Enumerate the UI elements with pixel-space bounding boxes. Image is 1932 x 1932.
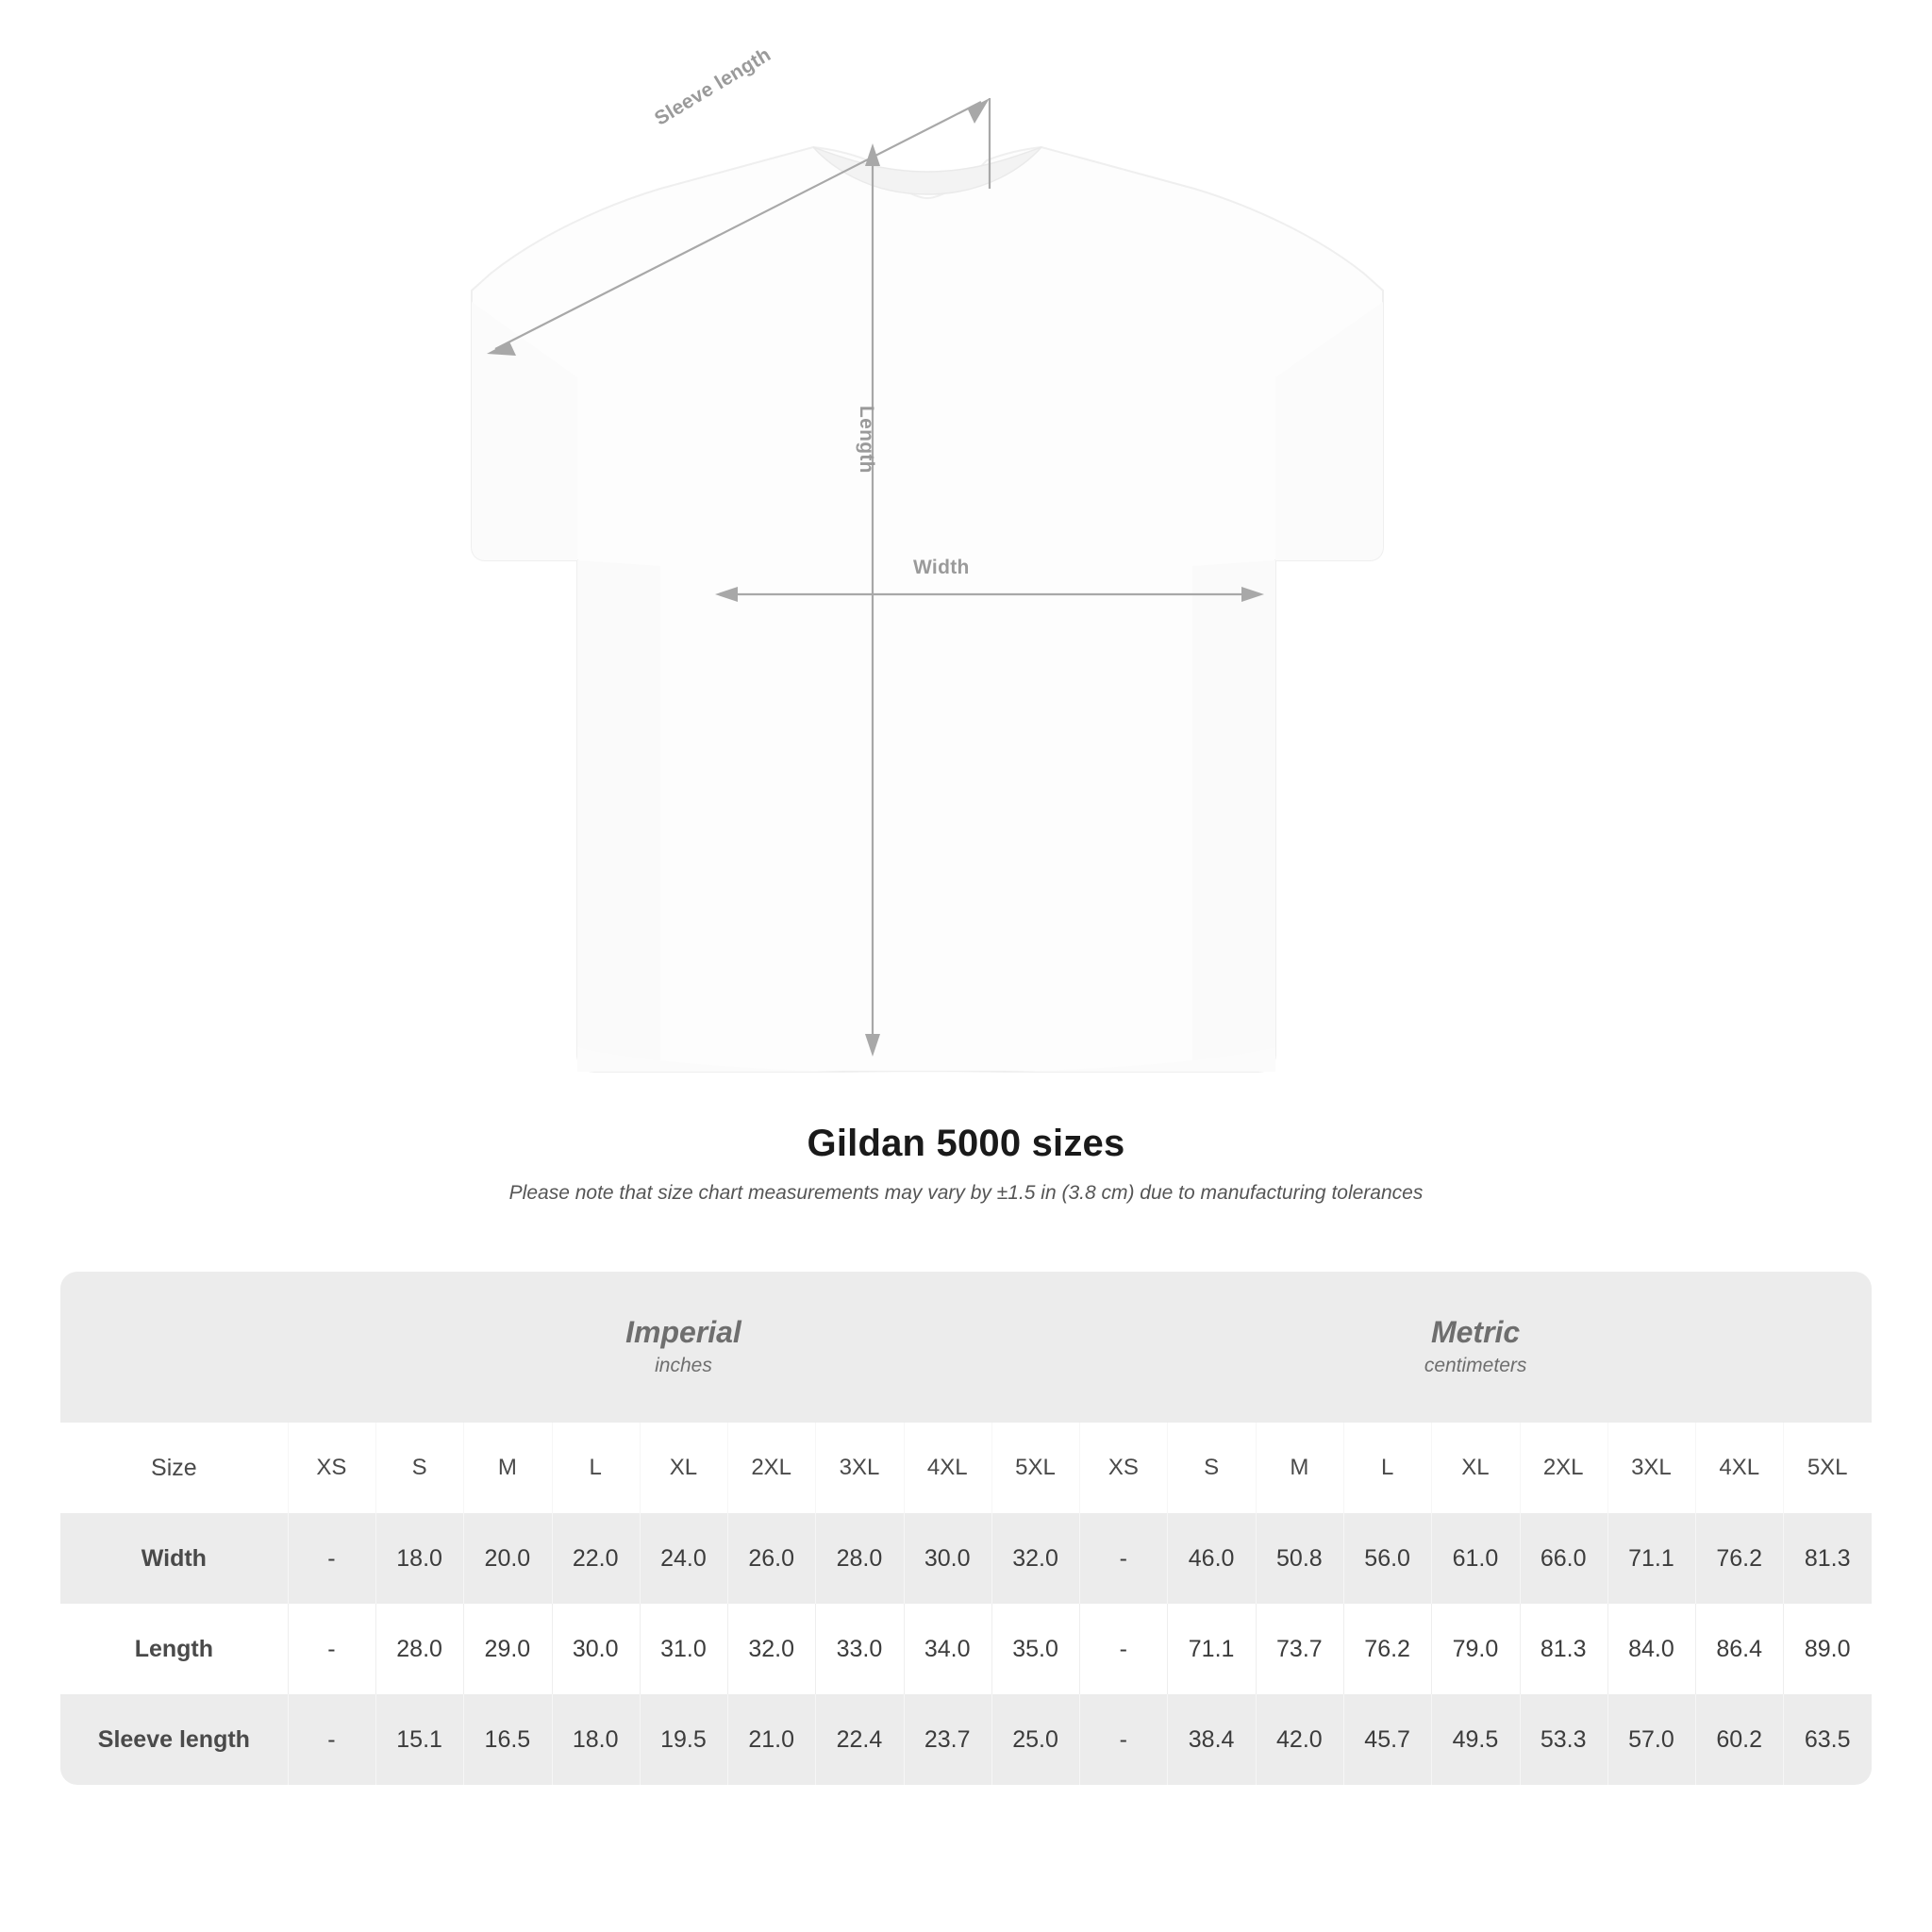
length-dimension-label: Length <box>856 406 877 474</box>
imperial-unit-sub: inches <box>655 1355 712 1377</box>
cell-length-metric-4xl: 86.4 <box>1695 1604 1783 1694</box>
size-table <box>60 1272 1872 1785</box>
cell-width-metric-l: 56.0 <box>1343 1513 1431 1604</box>
cell-sleeve-metric-m: 42.0 <box>1256 1694 1343 1785</box>
cell-sleeve-metric-3xl: 57.0 <box>1607 1694 1695 1785</box>
size-header-imperial-xs: XS <box>288 1423 375 1513</box>
size-header-metric-5xl: 5XL <box>1783 1423 1872 1513</box>
cell-sleeve-imperial-l: 18.0 <box>552 1694 640 1785</box>
tshirt-shape <box>472 147 1383 1073</box>
cell-length-metric-5xl: 89.0 <box>1783 1604 1872 1694</box>
size-header-metric-4xl: 4XL <box>1695 1423 1783 1513</box>
cell-width-metric-xl: 61.0 <box>1431 1513 1519 1604</box>
size-header-metric-2xl: 2XL <box>1520 1423 1607 1513</box>
cell-width-imperial-3xl: 28.0 <box>815 1513 903 1604</box>
width-dimension-label: Width <box>913 557 970 578</box>
size-table-wrapper <box>60 1272 1872 1785</box>
cell-length-imperial-2xl: 32.0 <box>727 1604 815 1694</box>
cell-width-metric-2xl: 66.0 <box>1520 1513 1607 1604</box>
size-header-metric-s: S <box>1167 1423 1255 1513</box>
cell-length-imperial-s: 28.0 <box>375 1604 463 1694</box>
cell-sleeve-imperial-4xl: 23.7 <box>904 1694 991 1785</box>
cell-width-imperial-l: 22.0 <box>552 1513 640 1604</box>
cell-length-imperial-m: 29.0 <box>463 1604 551 1694</box>
size-header-metric-xl: XL <box>1431 1423 1519 1513</box>
size-header-row <box>60 1423 1872 1513</box>
cell-width-metric-s: 46.0 <box>1167 1513 1255 1604</box>
size-header-imperial-m: M <box>463 1423 551 1513</box>
size-header-imperial-2xl: 2XL <box>727 1423 815 1513</box>
cell-sleeve-metric-l: 45.7 <box>1343 1694 1431 1785</box>
unit-header-row <box>60 1272 1872 1423</box>
cell-sleeve-metric-xl: 49.5 <box>1431 1694 1519 1785</box>
cell-sleeve-imperial-5xl: 25.0 <box>991 1694 1079 1785</box>
cell-sleeve-metric-5xl: 63.5 <box>1783 1694 1872 1785</box>
cell-width-metric-5xl: 81.3 <box>1783 1513 1872 1604</box>
table-row <box>60 1513 1872 1604</box>
cell-width-metric-4xl: 76.2 <box>1695 1513 1783 1604</box>
size-header-imperial-4xl: 4XL <box>904 1423 991 1513</box>
cell-length-metric-3xl: 84.0 <box>1607 1604 1695 1694</box>
cell-width-metric-3xl: 71.1 <box>1607 1513 1695 1604</box>
cell-length-imperial-xs: - <box>288 1604 375 1694</box>
size-header-imperial-3xl: 3XL <box>815 1423 903 1513</box>
cell-sleeve-imperial-m: 16.5 <box>463 1694 551 1785</box>
cell-length-imperial-3xl: 33.0 <box>815 1604 903 1694</box>
cell-length-imperial-4xl: 34.0 <box>904 1604 991 1694</box>
cell-width-imperial-4xl: 30.0 <box>904 1513 991 1604</box>
cell-length-imperial-5xl: 35.0 <box>991 1604 1079 1694</box>
cell-sleeve-imperial-3xl: 22.4 <box>815 1694 903 1785</box>
cell-length-metric-2xl: 81.3 <box>1520 1604 1607 1694</box>
cell-width-imperial-5xl: 32.0 <box>991 1513 1079 1604</box>
tolerance-note: Please note that size chart measurements may vary by ±1.5 in (3.8 cm) due to manufacturing tolerances <box>508 1182 1424 1204</box>
sleeve-length-dimension-label: Sleeve length <box>651 43 775 130</box>
page-title: Gildan 5000 sizes <box>807 1123 1125 1164</box>
row-label-sleeve-length: Sleeve length <box>60 1694 288 1785</box>
size-header-imperial-s: S <box>375 1423 463 1513</box>
cell-length-imperial-l: 30.0 <box>552 1604 640 1694</box>
metric-unit-name: Metric <box>1430 1315 1521 1350</box>
cell-width-imperial-s: 18.0 <box>375 1513 463 1604</box>
row-label-length: Length <box>60 1604 288 1694</box>
table-row <box>60 1694 1872 1785</box>
metric-unit-sub: centimeters <box>1424 1355 1527 1377</box>
cell-width-imperial-2xl: 26.0 <box>727 1513 815 1604</box>
row-label-width: Width <box>60 1513 288 1604</box>
cell-sleeve-imperial-2xl: 21.0 <box>727 1694 815 1785</box>
cell-length-metric-xs: - <box>1079 1604 1167 1694</box>
cell-length-metric-xl: 79.0 <box>1431 1604 1519 1694</box>
table-row <box>60 1604 1872 1694</box>
cell-width-imperial-m: 20.0 <box>463 1513 551 1604</box>
cell-length-metric-m: 73.7 <box>1256 1604 1343 1694</box>
size-header-label: Size <box>60 1423 288 1513</box>
metric-unit-cell <box>1079 1272 1872 1423</box>
cell-length-imperial-xl: 31.0 <box>640 1604 727 1694</box>
imperial-unit-name: Imperial <box>625 1315 741 1350</box>
size-header-metric-l: L <box>1343 1423 1431 1513</box>
size-header-imperial-5xl: 5XL <box>991 1423 1079 1513</box>
cell-sleeve-metric-xs: - <box>1079 1694 1167 1785</box>
cell-sleeve-metric-s: 38.4 <box>1167 1694 1255 1785</box>
cell-sleeve-metric-2xl: 53.3 <box>1520 1694 1607 1785</box>
cell-sleeve-imperial-xl: 19.5 <box>640 1694 727 1785</box>
cell-sleeve-imperial-xs: - <box>288 1694 375 1785</box>
cell-length-metric-s: 71.1 <box>1167 1604 1255 1694</box>
cell-length-metric-l: 76.2 <box>1343 1604 1431 1694</box>
cell-sleeve-imperial-s: 15.1 <box>375 1694 463 1785</box>
imperial-unit-cell <box>288 1272 1079 1423</box>
size-header-imperial-l: L <box>552 1423 640 1513</box>
unit-corner-cell <box>60 1272 288 1423</box>
size-header-metric-m: M <box>1256 1423 1343 1513</box>
cell-width-imperial-xl: 24.0 <box>640 1513 727 1604</box>
title-block <box>0 1123 1932 1205</box>
cell-sleeve-metric-4xl: 60.2 <box>1695 1694 1783 1785</box>
cell-width-metric-m: 50.8 <box>1256 1513 1343 1604</box>
cell-width-metric-xs: - <box>1079 1513 1167 1604</box>
size-header-metric-3xl: 3XL <box>1607 1423 1695 1513</box>
size-header-metric-xs: XS <box>1079 1423 1167 1513</box>
cell-width-imperial-xs: - <box>288 1513 375 1604</box>
size-header-imperial-xl: XL <box>640 1423 727 1513</box>
